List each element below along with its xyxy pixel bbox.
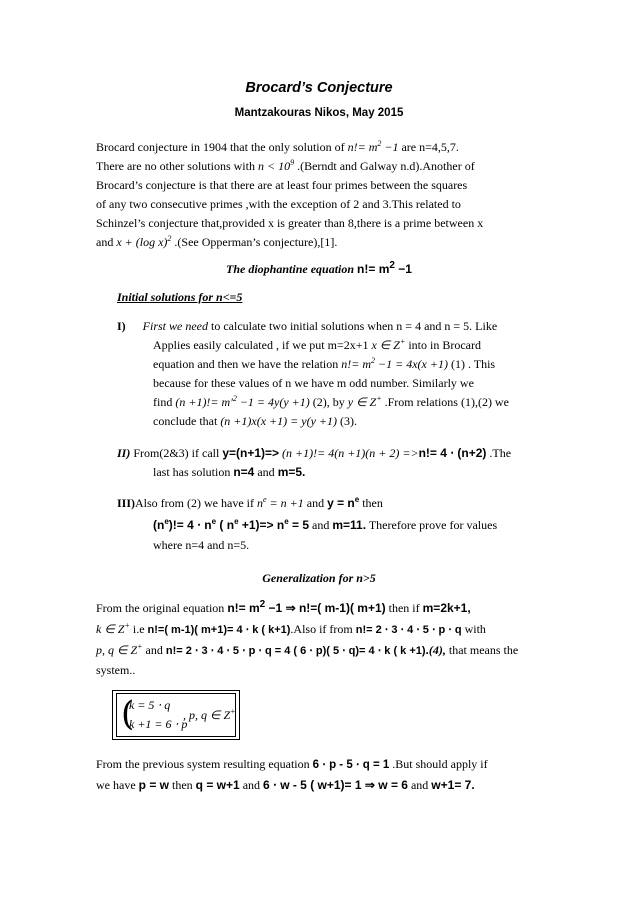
item1-line-1: I) First we need to calculate two initial solutions when n = 4 and n = 5. Like: [117, 319, 498, 333]
final-line-1: From the previous system resulting equation 6 ⋅ p - 5 ⋅ q = 1 .But should apply if: [96, 757, 488, 771]
item1-line-5: find $(n +1)!= m'^2 -1 = 4y(y +1)$ (2), by y ∈ Z+ .From relations (1),(2) we: [153, 394, 509, 409]
item2-line-2: last has solution n=4 and m=5.: [153, 465, 306, 479]
intro-line-1: Brocard conjecture in 1904 that the only solution of $n!= m^2 -1$ are n=4,5,7.: [96, 139, 459, 154]
gen-line-4: system..: [96, 663, 136, 677]
final-line-2: we have p = w then q = w+1 and 6 ⋅ w - 5 ( w+1)= 1 ⇒ w = 6 and w+1= 7.: [96, 778, 475, 792]
intro-line-2: There are no other solutions with $n < 10^9$ .(Berndt and Galway n.d).Another of: [96, 158, 475, 173]
subheading-initial-solutions: Initial solutions for n<=5: [117, 290, 243, 304]
item3-line-2: $(n^e)!= 4 \cdot n^e$ ( $n^e +1)=> n^e = 5$ and m=11. Therefore prove for values: [153, 517, 498, 532]
paper-title: Brocard’s Conjecture: [245, 80, 393, 96]
left-paren-icon: (: [121, 694, 135, 734]
item3-line-3: where n=4 and n=5.: [153, 538, 250, 552]
item1-line-4: because for these values of n we have m odd number. Similarly we: [153, 376, 474, 390]
item1-line-3: equation and then we have the relation $n!= m^2 -1 = 4x(x +1)$ (1) . This: [153, 356, 496, 371]
equation-system-inner: [116, 693, 236, 737]
system-row-1: k = 5 ⋅ q: [129, 698, 171, 712]
item2-line-1: II) From(2&3) if call y=(n+1)=> (n +1)!= 4(n +1)(n + 2) =>n!= 4 ⋅ (n+2) .The: [117, 446, 512, 460]
gen-line-1: From the original equation $n!= m^2 -1$ ⇒ n!=( m-1)( m+1) then if m=2k+1,: [96, 599, 471, 615]
system-row-2: k +1 = 6 ⋅ p: [129, 717, 188, 731]
gen-line-3: p, q ∈ Z+ and n!= 2 ⋅ 3 ⋅ 4 ⋅ 5 ⋅ p ⋅ q = 4 ( 6 ⋅ p)( 5 ⋅ q)= 4 ⋅ k ( k +1).(4), that means the: [96, 642, 519, 657]
item3-line-1: III)Also from (2) we have if $n^e = n +1$ and $y = n^e$ then: [117, 495, 383, 510]
paper-author: Mantzakouras Nikos, May 2015: [234, 107, 404, 119]
equation-system-box: [112, 690, 240, 740]
intro-line-6: and x + (log x)$^2$ .(See Opperman’s conjecture),[1].: [96, 234, 338, 249]
item1-line-2: Applies easily calculated , if we put m=2x+1 x ∈ Z+ into in Brocard: [153, 337, 481, 352]
section-heading-generalization: Generalization for n>5: [262, 571, 376, 585]
item1-line-6: conclude that (n +1)x(x +1) = y(y +1) (3).: [153, 414, 357, 428]
section-heading-diophantine: The diophantine equation $n!= m^2 -1$: [226, 260, 412, 276]
intro-line-3: Brocard’s conjecture is that there are at least four primes between the squares: [96, 178, 468, 192]
system-domain: , p, q ∈ Z+: [183, 707, 236, 722]
intro-line-4: of any two consecutive primes ,with the exception of 2 and 3.This related to: [96, 197, 461, 211]
gen-line-2: k ∈ Z+ i.e n!=( m-1)( m+1)= 4 ⋅ k ( k+1).Also if from n!= 2 ⋅ 3 ⋅ 4 ⋅ 5 ⋅ p ⋅ q with: [96, 621, 486, 636]
intro-line-5: Schinzel’s conjecture that,provided x is greater than 8,there is a prime between x: [96, 216, 484, 230]
